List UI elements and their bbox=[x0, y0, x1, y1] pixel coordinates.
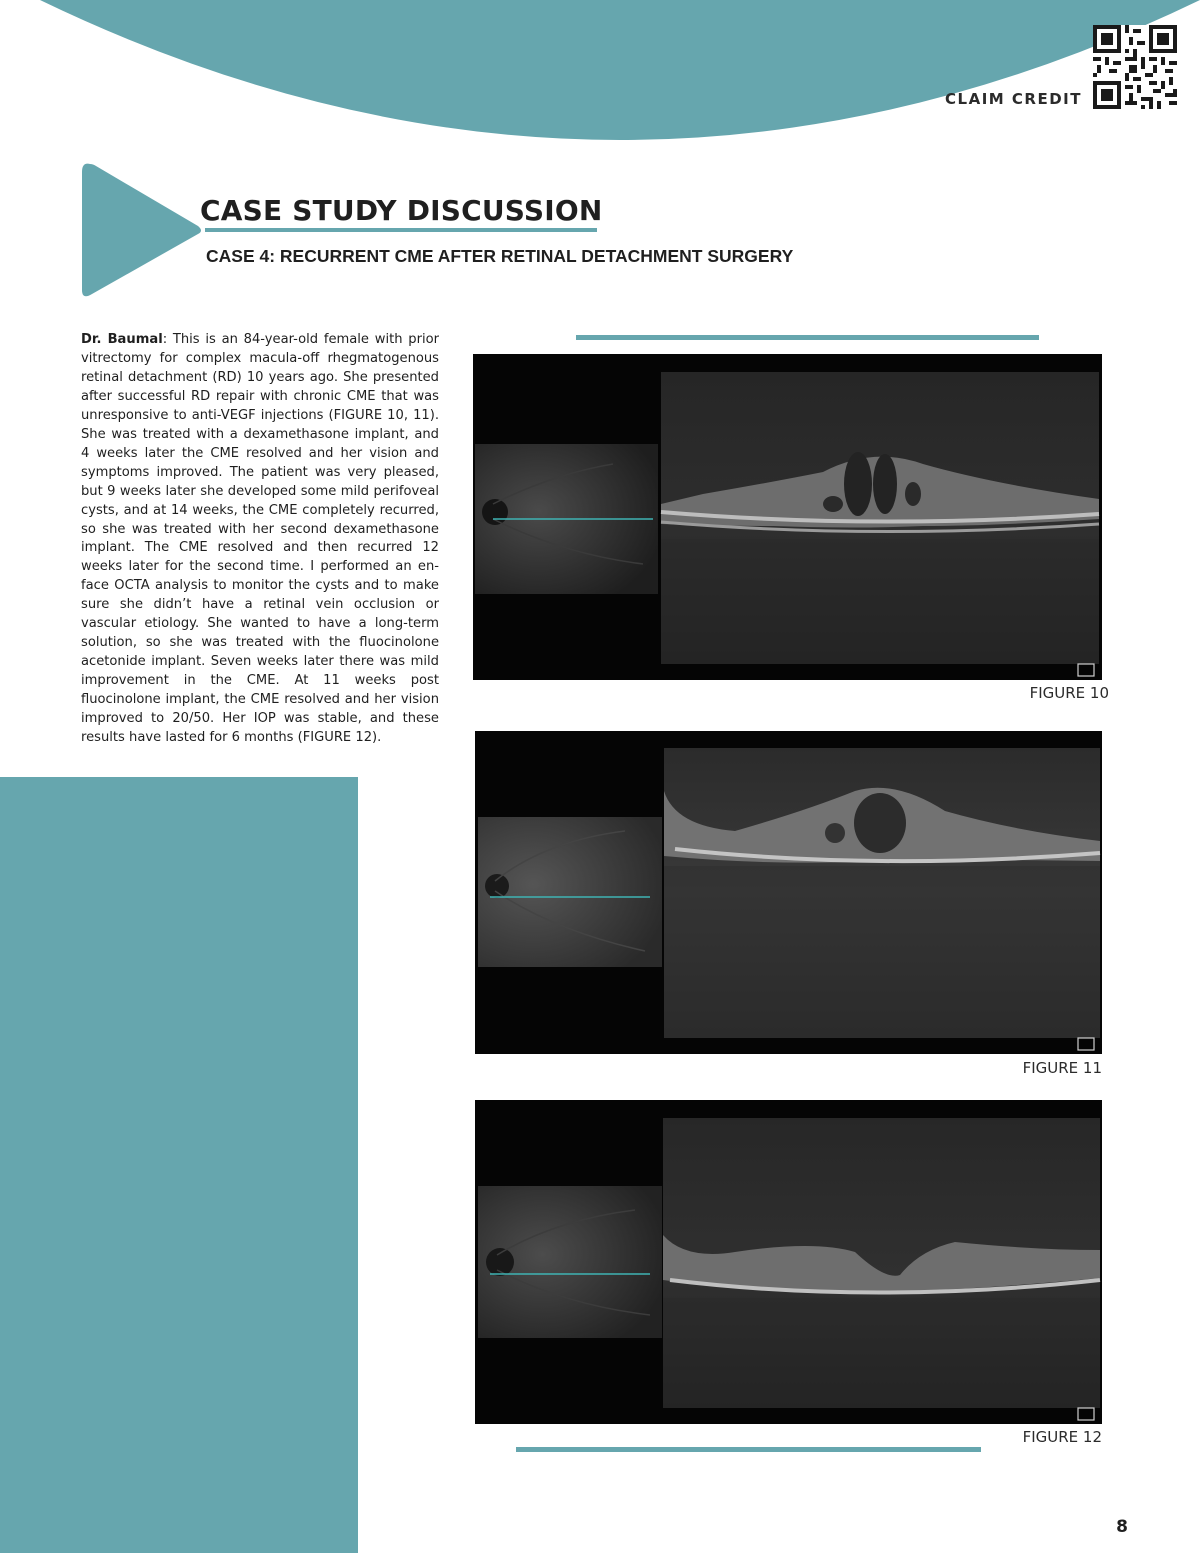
case-subtitle: CASE 4: RECURRENT CME AFTER RETINAL DETACHMENT SURGERY bbox=[206, 246, 794, 266]
figure-11-caption: FIGURE 11 bbox=[1022, 1059, 1102, 1077]
figure-12-oct-scan bbox=[475, 1100, 1102, 1424]
case-body-text bbox=[81, 331, 439, 748]
claim-credit-label[interactable]: CLAIM CREDIT bbox=[945, 90, 1082, 108]
header-triangle-decoration bbox=[80, 162, 205, 300]
body-paragraph: : This is an 84-year-old female with prior vitrectomy for complex macula-off rhegmatogenous retinal detachment (RD) 10 years ago. She presented after successful RD repair with chronic CME that was unresponsive to anti-VEGF injections (FIGURE 10, 11). She was treated with a dexamethasone implant, and 4 weeks later the CME resolved and her vision and symptoms improved. The patient was very pleased, but 9 weeks later she developed some mild perifoveal cysts, and at 14 weeks, the CME completely recurred, so she was treated with her second dexamethasone implant. The CME resolved and then recurred 12 weeks later for the second time. I performed an en-face OCTA analysis to monitor the cysts and to make sure she didn’t have a retinal vein occlusion or vascular etiology. She wanted to have a long-term solution, so she was treated with the fluocinolone acetonide implant. Seven weeks later there was mild improvement in the CME. At 11 weeks post fluocinolone implant, the CME resolved and her vision improved to 20/50. Her IOP was stable, and these results have lasted for 6 months (FIGURE 12). bbox=[81, 332, 439, 746]
teal-side-block bbox=[0, 777, 358, 1553]
bottom-divider bbox=[516, 1447, 981, 1452]
header-arc bbox=[0, 0, 1200, 145]
page-title: CASE STUDY DISCUSSION bbox=[200, 194, 603, 227]
speaker-name: Dr. Baumal bbox=[81, 332, 163, 347]
qr-code-icon[interactable] bbox=[1093, 25, 1177, 109]
figure-12-caption: FIGURE 12 bbox=[1022, 1428, 1102, 1446]
figure-10-oct-scan bbox=[473, 354, 1102, 680]
top-divider bbox=[576, 335, 1039, 340]
figure-11-oct-scan bbox=[475, 731, 1102, 1054]
page-number: 8 bbox=[1116, 1517, 1128, 1537]
title-underline bbox=[205, 228, 597, 232]
figure-10-caption: FIGURE 10 bbox=[1029, 684, 1109, 702]
